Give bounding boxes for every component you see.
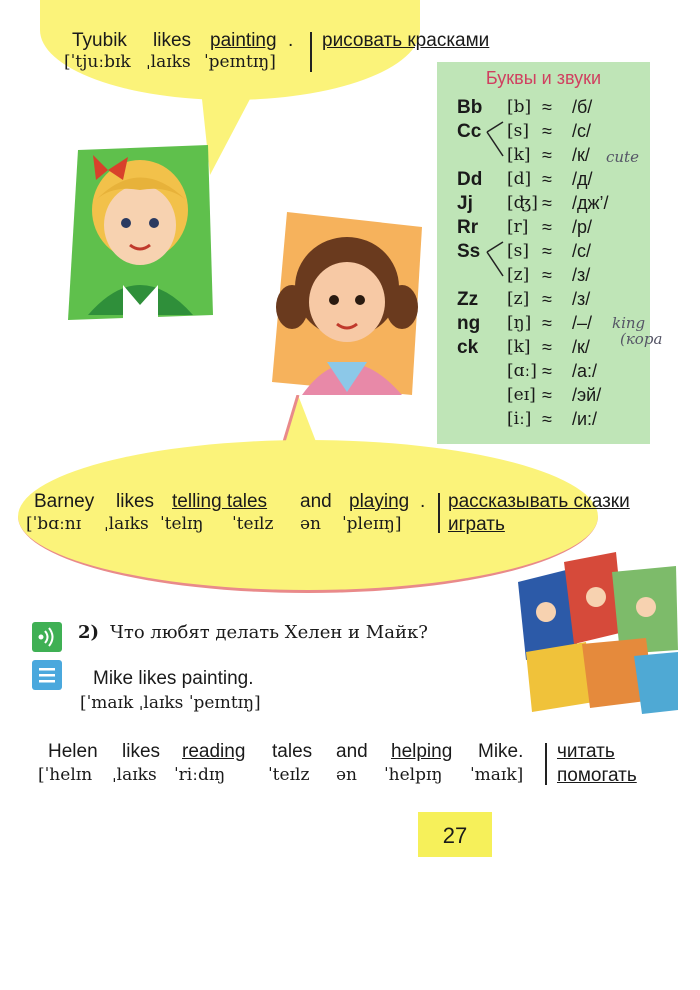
approx: ≈ [542, 145, 552, 165]
russian-sound: /–/ [572, 313, 593, 333]
barney-transcription-4: ˈteɪlz [232, 514, 274, 534]
approx: ≈ [542, 313, 552, 333]
top-word-tyubik: Tyubik [72, 30, 127, 51]
speaker-waves-icon [32, 622, 62, 652]
helen-transcription-7: ˈmaɪk] [470, 765, 524, 785]
approx: ≈ [542, 265, 552, 285]
helen-transcription-6: ˈhelpɪŋ [384, 765, 443, 785]
barney-transcription-2: ˌlaɪks [104, 514, 149, 534]
russian-sound: /к/ [572, 337, 590, 357]
barney-transcription-6: ˈpleɪɪŋ] [342, 514, 402, 534]
letter: Dd [457, 169, 483, 190]
letter-connector-lines [437, 62, 650, 444]
helen-translation-1: читать [557, 741, 615, 762]
helen-word-1: Helen [48, 741, 98, 762]
task-question: Что любят делать Хелен и Майк? [110, 622, 428, 643]
approx: ≈ [542, 385, 552, 405]
divider [310, 32, 312, 72]
divider [545, 743, 547, 785]
ipa: [iː] [507, 409, 532, 429]
ipa: [s] [507, 241, 529, 261]
letter: Zz [457, 289, 479, 310]
helen-word-4: tales [272, 741, 313, 762]
task-number: 2) [78, 622, 100, 643]
letter: ck [457, 337, 479, 358]
letter: Rr [457, 217, 479, 238]
barney-transcription-3: ˈtelɪŋ [160, 514, 204, 534]
helen-word-3: reading [182, 741, 246, 762]
russian-sound: /б/ [572, 97, 593, 117]
mike-sentence: Mike likes painting. [93, 668, 254, 689]
top-translation: рисовать красками [322, 30, 490, 51]
approx: ≈ [542, 337, 552, 357]
ipa: [r] [507, 217, 529, 237]
approx: ≈ [542, 289, 552, 309]
russian-sound: /и:/ [572, 409, 598, 429]
barney-punct: . [420, 491, 426, 512]
approx: ≈ [542, 217, 552, 237]
mike-transcription: [ˈmaɪk ˌlaɪks ˈpeɪntɪŋ] [80, 693, 261, 713]
top-word-likes: likes [153, 30, 192, 51]
barney-word-4: and [300, 491, 332, 512]
letter: ng [457, 313, 481, 334]
top-transcription-3: ˈpeɪntɪŋ] [204, 52, 276, 72]
ipa: [z] [507, 289, 530, 309]
barney-word-1: Barney [34, 491, 95, 512]
helen-transcription-4: ˈteɪlz [268, 765, 310, 785]
top-transcription-2: ˌlaɪks [146, 52, 191, 72]
approx: ≈ [542, 361, 552, 381]
approx: ≈ [542, 121, 552, 141]
ipa: [z] [507, 265, 530, 285]
letter: Jj [457, 193, 473, 214]
ipa: [ŋ] [507, 313, 532, 333]
top-word-painting: painting [210, 30, 277, 51]
helen-transcription-3: ˈriːdɪŋ [174, 765, 226, 785]
divider [438, 493, 440, 533]
barney-transcription-5: ən [300, 514, 322, 534]
books-picture [516, 552, 680, 718]
handwritten-note-cute: cute [606, 148, 639, 166]
ipa: [d] [507, 169, 532, 189]
letter: Cc [457, 121, 482, 142]
letter: Bb [457, 97, 483, 118]
ipa: [k] [507, 337, 531, 357]
helen-word-5: and [336, 741, 368, 762]
approx: ≈ [542, 409, 552, 429]
audio-icon[interactable] [32, 622, 62, 652]
barney-word-2: likes [116, 491, 155, 512]
russian-sound: /дж’/ [572, 193, 609, 213]
approx: ≈ [542, 193, 552, 213]
russian-sound: /с/ [572, 241, 592, 261]
ipa: [s] [507, 121, 529, 141]
barney-translation-2: играть [448, 514, 505, 535]
approx: ≈ [542, 241, 552, 261]
text-icon[interactable] [32, 660, 62, 690]
ipa: [ʤ] [507, 193, 538, 213]
page-number: 27 [418, 812, 492, 857]
russian-sound: /д/ [572, 169, 593, 189]
approx: ≈ [542, 169, 552, 189]
helen-word-7: Mike. [478, 741, 524, 762]
helen-transcription-5: ən [336, 765, 358, 785]
helen-translation-2: помогать [557, 765, 637, 786]
russian-sound: /с/ [572, 121, 592, 141]
barney-translation-1: рассказывать сказки [448, 491, 630, 512]
top-transcription-1: [ˈtjuːbɪk [64, 52, 131, 72]
barney-word-5: playing [349, 491, 410, 512]
helen-transcription-1: [ˈhelɪn [38, 765, 93, 785]
letter: Ss [457, 241, 481, 262]
ipa: [k] [507, 145, 531, 165]
russian-sound: /а:/ [572, 361, 598, 381]
panel-title: Буквы и звуки [485, 68, 602, 88]
girl-blonde-picture [68, 145, 213, 320]
russian-sound: /эй/ [572, 385, 602, 405]
helen-word-6: helping [391, 741, 453, 762]
ipa: [b] [507, 97, 532, 117]
russian-sound: /р/ [572, 217, 593, 237]
barney-word-3: telling tales [172, 491, 268, 512]
russian-sound: /з/ [572, 265, 591, 285]
girl-brunette-picture [272, 212, 422, 395]
top-punct: . [288, 30, 294, 51]
barney-transcription-1: [ˈbɑːnɪ [26, 514, 82, 534]
letters-sounds-panel [437, 62, 650, 444]
russian-sound: /з/ [572, 289, 591, 309]
approx: ≈ [542, 97, 552, 117]
handwritten-note-king: king [612, 314, 646, 332]
helen-transcription-2: ˌlaɪks [112, 765, 157, 785]
handwritten-note-kopa: (кора [620, 330, 663, 348]
text-lines-icon [32, 660, 62, 690]
ipa: [eɪ] [507, 385, 536, 405]
russian-sound: /к/ [572, 145, 590, 165]
helen-word-2: likes [122, 741, 161, 762]
ipa: [ɑː] [507, 361, 537, 381]
